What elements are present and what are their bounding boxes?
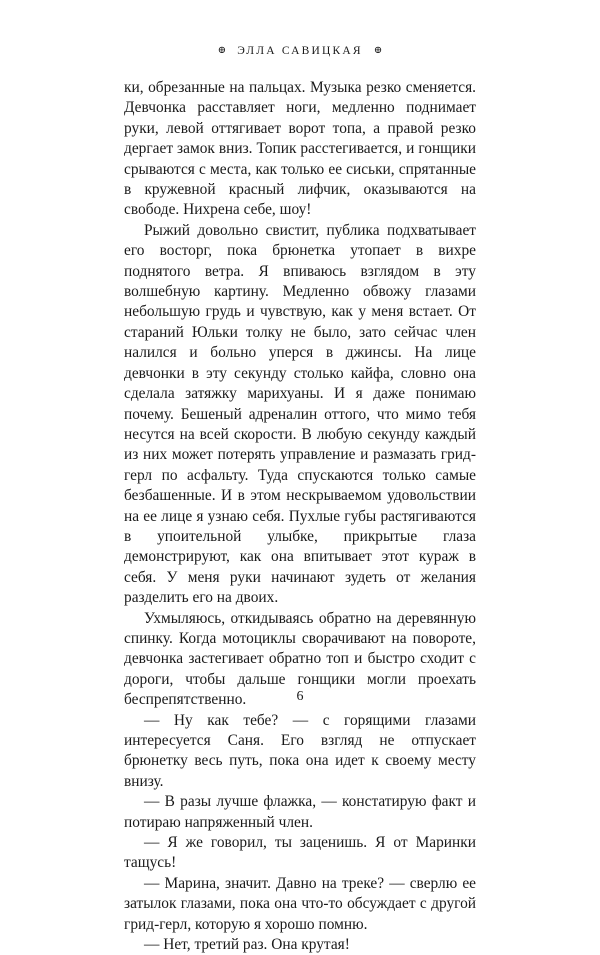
paragraph: ки, обрезанные на пальцах. Музыка резко сменяется. Девчонка расставляет ноги, медленно поднимает руки, левой оттягивает ворот топа, а правой резко дергает замок вниз. Топик расстегивается, и гонщики срываются с места, как только ее сиськи, спрятанные в кружевной красный лифчик, оказываются на свободе. Нихрена себе, шоу!: [124, 79, 476, 219]
dialogue-line: — Нет, третий раз. Она крутая!: [144, 936, 350, 954]
dialogue-line: — Ну как тебе? — с горящими глазами интересуется Саня. Его взгляд не отпускает брюнетку весь путь, пока она идет к своему месту внизу.: [124, 711, 476, 790]
paragraph: Ухмыляюсь, откидываясь обратно на деревянную спинку. Когда мотоциклы сворачивают на повороте, девчонка застегивает обратно топ и быстро сходит с дороги, чтобы дальше гонщики могли проехать беспрепятственно.: [124, 609, 476, 709]
dialogue-line: — Я же говорил, ты заценишь. Я от Маринки тащусь!: [124, 834, 476, 872]
running-head: [0, 43, 600, 59]
dialogue-line: — Марина, значит. Давно на треке? — сверлю ее затылок глазами, пока она что-то обсуждает с другой грид-герл, которую я хорошо помню.: [124, 874, 476, 933]
page-number: 6: [296, 689, 304, 704]
dialogue-line: — В разы лучше флажка, — констатирую факт и потираю напряженный член.: [124, 793, 476, 831]
ornament-icon: ⊕: [217, 45, 227, 56]
book-author: ЭЛЛА САВИЦКАЯ: [237, 45, 363, 57]
paragraph: Рыжий довольно свистит, публика подхватывает его восторг, пока брюнетка утопает в вихре поднятого ветра. Я впиваюсь взглядом в эту волшебную картину. Медленно обвожу глазами небольшую грудь и чувствую, как у меня встает. От стараний Юльки толку не было, зато сейчас член налился и больно уперся в джинсы. На лице девчонки в эту секунду столько кайфа, словно она сделала затяжку марихуаны. И я даже понимаю почему. Бешеный адреналин оттого, что мимо тебя несутся на всей скорости. В любую секунду каждый из них может потерять управление и размазать грид-герл по асфальту. Туда спускаются только самые безбашенные. И в этом нескрываемом удовольствии на ее лице я узнаю себя. Пухлые губы растягиваются в упоительной улыбке, прикрытые глаза демонстрируют, как она впитывает этот кураж в себя. У меня руки начинают зудеть от желания разделить его на двоих.: [124, 221, 476, 607]
ornament-icon: ⊕: [373, 45, 383, 56]
body-text: [124, 78, 476, 955]
